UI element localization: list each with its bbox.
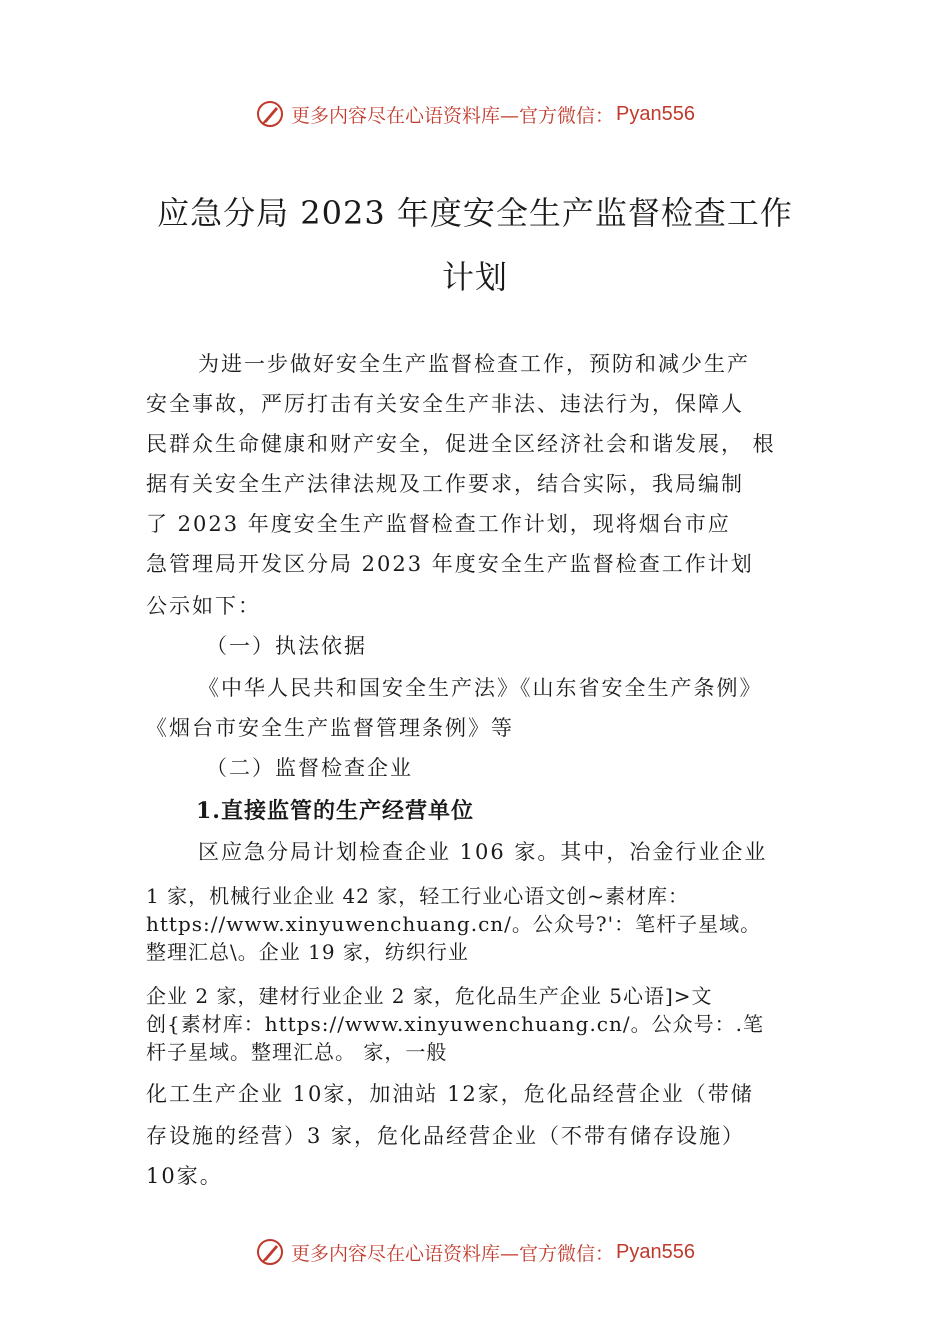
paragraph-line: 1 家，机械行业企业 42 家，轻工行业心语文创~素材库： <box>146 884 690 908</box>
paragraph-line: 《中华人民共和国安全生产法》《山东省安全生产条例》 <box>198 676 763 700</box>
paragraph-line: 《烟台市安全生产监督管理条例》等 <box>146 716 514 740</box>
header-watermark <box>0 94 950 134</box>
footer-watermark <box>0 1232 950 1272</box>
watermark-text: 更多内容尽在心语资料库—官方微信： <box>291 104 615 127</box>
subsection-heading-direct-supervision: 1.直接监管的生产经营单位 <box>196 798 474 824</box>
document-title-line-1: 应急分局 2023 年度安全生产监督检查工作 <box>157 194 793 232</box>
paragraph-line: 急管理局开发区分局 2023 年度安全生产监督检查工作计划 <box>146 552 754 576</box>
paragraph-line: 据有关安全生产法律法规及工作要求，结合实际，我局编制 <box>146 472 744 496</box>
paragraph-line: 整理汇总\。企业 19 家，纺织行业 <box>146 940 469 964</box>
watermark-id: Pyan556 <box>616 102 695 125</box>
paragraph-line: https://www.xinyuwenchuang.cn/。公众号?'：笔杆子星域。 <box>146 912 762 936</box>
paragraph-line: 民群众生命健康和财产安全，促进全区经济社会和谐发展， 根 <box>146 432 776 456</box>
paragraph-line: 为进一步做好安全生产监督检查工作，预防和减少生产 <box>198 352 750 376</box>
paragraph-line: 存设施的经营）3 家，危化品经营企业（不带有储存设施） <box>146 1124 746 1148</box>
quill-logo-icon <box>255 99 285 129</box>
paragraph-line: 公示如下： <box>146 594 261 618</box>
section-heading-basis: （一）执法依据 <box>206 634 367 658</box>
paragraph-line: 化工生产企业 10家，加油站 12家，危化品经营企业（带储 <box>146 1082 754 1106</box>
paragraph-line: 10家。 <box>146 1164 223 1188</box>
paragraph-line: 了 2023 年度安全生产监督检查工作计划，现将烟台市应 <box>146 512 731 536</box>
paragraph-line: 企业 2 家，建材行业企业 2 家，危化品生产企业 5心语]>文 <box>146 984 713 1008</box>
paragraph-line: 创{素材库：https://www.xinyuwenchuang.cn/。公众号：.笔 <box>146 1012 764 1036</box>
watermark-id: Pyan556 <box>616 1240 695 1263</box>
watermark-text: 更多内容尽在心语资料库—官方微信： <box>291 1242 615 1265</box>
paragraph-line: 区应急分局计划检查企业 106 家。其中，冶金行业企业 <box>198 840 768 864</box>
section-heading-enterprises: （二）监督检查企业 <box>206 756 413 780</box>
paragraph-line: 安全事故，严厉打击有关安全生产非法、违法行为，保障人 <box>146 392 744 416</box>
paragraph-line: 杆子星域。整理汇总。 家，一般 <box>146 1040 448 1064</box>
document-title-line-2: 计划 <box>441 258 508 296</box>
quill-logo-icon <box>255 1237 285 1267</box>
